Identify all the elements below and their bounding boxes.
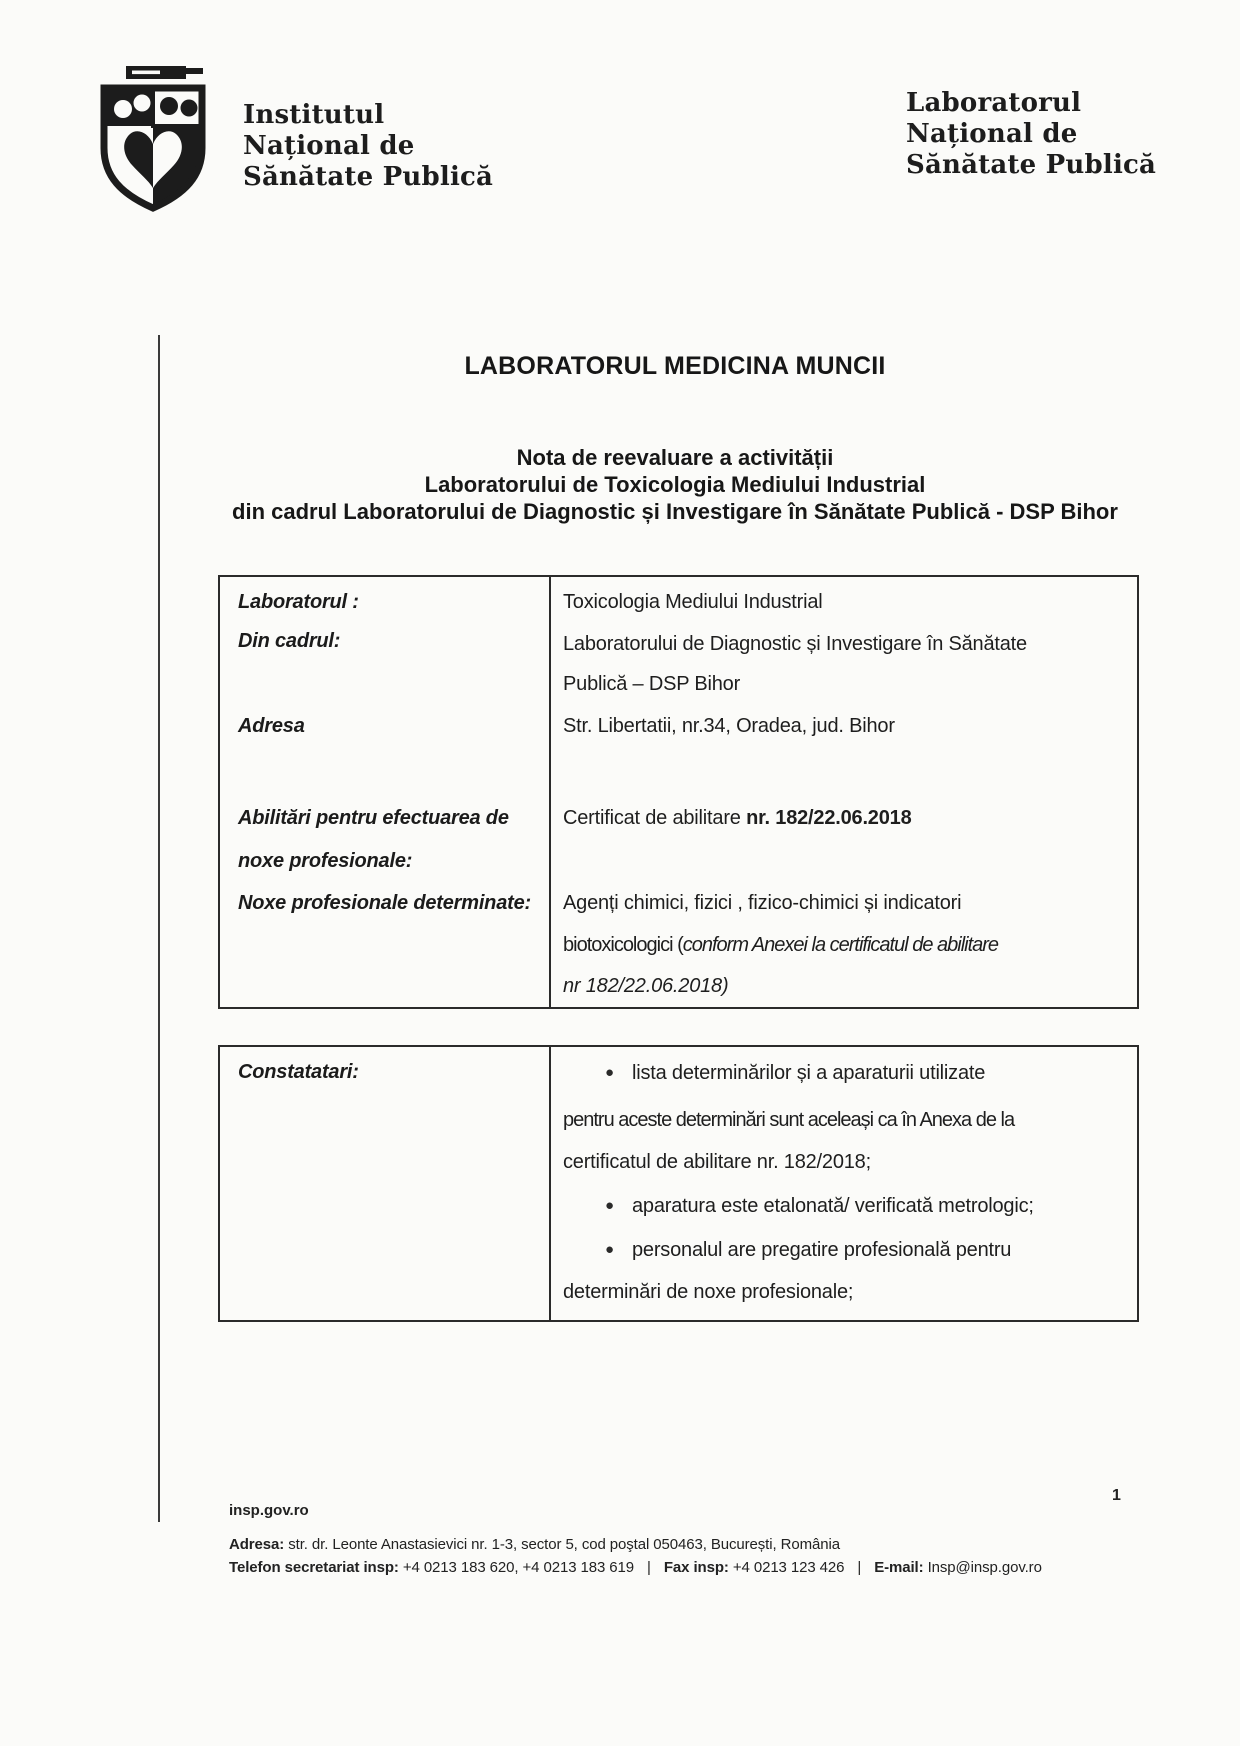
address-label: Adresa: [229, 1536, 285, 1553]
footer-website: insp.gov.ro [229, 1502, 309, 1519]
finding-1-text: lista determinărilor și a aparaturii utilizate [632, 1062, 986, 1084]
email-value: Insp@insp.gov.ro [923, 1559, 1042, 1576]
label-din-cadrul: Din cadrul: [238, 630, 341, 652]
fax-label: Fax insp: [663, 1559, 729, 1576]
org-name-right-line3: Sănătate Publică [906, 150, 1157, 180]
finding-1-cont1: pentru aceste determinări sunt aceleași ca în Anexa de la [563, 1109, 1015, 1131]
value-parent-line2: Publică – DSP Bihor [563, 673, 741, 695]
finding-2-text: aparatura este etalonată/ verificată metrologic; [632, 1195, 1034, 1217]
label-abilitari: Abilitări pentru efectuarea de [238, 807, 509, 829]
phone-label: Telefon secretariat insp: [229, 1559, 399, 1576]
org-name-left-line3: Sănătate Publică [243, 162, 494, 192]
doc-subtitle [110, 444, 1240, 525]
email-label: E-mail: [874, 1559, 924, 1576]
org-name-left-line2: Național de [243, 131, 415, 161]
value-noxe-line1: Agenți chimici, fizici , fizico-chimici și indicatori [563, 892, 962, 914]
separator: | [647, 1559, 651, 1576]
label-noxe-determinate: Noxe profesionale determinate: [238, 892, 531, 914]
findings-table [218, 1045, 1139, 1322]
phone-value: +4 0213 183 620, +4 0213 183 619 [398, 1559, 635, 1576]
org-name-right-line1: Laboratorul [906, 88, 1082, 118]
findings-values [551, 1047, 1137, 1320]
lab-info-table [218, 575, 1139, 1009]
finding-bullet-2 [563, 1192, 1123, 1220]
bullet-icon: ● [605, 1197, 614, 1214]
org-name-left-line1: Institutul [243, 100, 385, 130]
subtitle-line2: Laboratorului de Toxicologia Mediului Industrial [424, 472, 926, 497]
value-noxe-line3: nr 182/22.06.2018) [563, 975, 729, 997]
subtitle-line1: Nota de reevaluare a activității [516, 445, 834, 470]
footer-address-line [229, 1536, 840, 1553]
label-adresa: Adresa [238, 715, 305, 737]
separator: | [857, 1559, 862, 1576]
label-laboratorul: Laboratorul : [238, 591, 359, 613]
finding-3-text: personalul are pregatire profesională pentru [632, 1239, 1012, 1261]
org-name-left [243, 100, 493, 193]
certificate-prefix: Certificat de abilitare [563, 807, 747, 829]
label-noxe: noxe profesionale: [238, 850, 413, 872]
subtitle-line3: din cadrul Laboratorului de Diagnostic și Investigare în Sănătate Publică - DSP Bihor [232, 499, 1118, 524]
bullet-icon: ● [605, 1241, 614, 1258]
noxe-line2-italic: conform Anexei la certificatul de abilitare [682, 934, 999, 956]
org-name-right [906, 88, 1156, 181]
org-name-right-line2: Național de [906, 119, 1078, 149]
finding-3-cont: determinări de noxe profesionale; [563, 1281, 854, 1303]
lab-info-labels [220, 577, 551, 1007]
certificate-number: nr. 182/22.06.2018 [746, 807, 912, 829]
findings-label-cell [220, 1047, 551, 1320]
value-address: Str. Libertatii, nr.34, Oradea, jud. Bihor [563, 715, 895, 737]
insp-shield-heart-icon [90, 58, 216, 220]
finding-1-cont2: certificatul de abilitare nr. 182/2018; [563, 1151, 871, 1173]
value-noxe-line2 [563, 932, 1123, 958]
page-title: LABORATORUL MEDICINA MUNCII [464, 352, 886, 380]
noxe-line2-prefix: biotoxicologici ( [563, 934, 683, 956]
footer-contact-line [229, 1559, 1042, 1576]
lab-info-values [551, 577, 1137, 1007]
bullet-icon: ● [605, 1064, 614, 1081]
value-parent-line1: Laboratorului de Diagnostic și Investigare în Sănătate [563, 633, 1027, 655]
address-value: str. dr. Leonte Anastasievici nr. 1-3, sector 5, cod poştal 050463, București, România [284, 1536, 840, 1553]
label-constatatari: Constatatari: [238, 1061, 359, 1083]
insp-logo [90, 58, 216, 220]
value-certificate [563, 805, 1123, 831]
page-number: 1 [1112, 1487, 1121, 1504]
value-laboratory: Toxicologia Mediului Industrial [563, 591, 823, 613]
finding-bullet-3 [563, 1236, 1123, 1264]
finding-bullet-1 [563, 1059, 1123, 1087]
fax-value: +4 0213 123 426 [728, 1559, 845, 1576]
